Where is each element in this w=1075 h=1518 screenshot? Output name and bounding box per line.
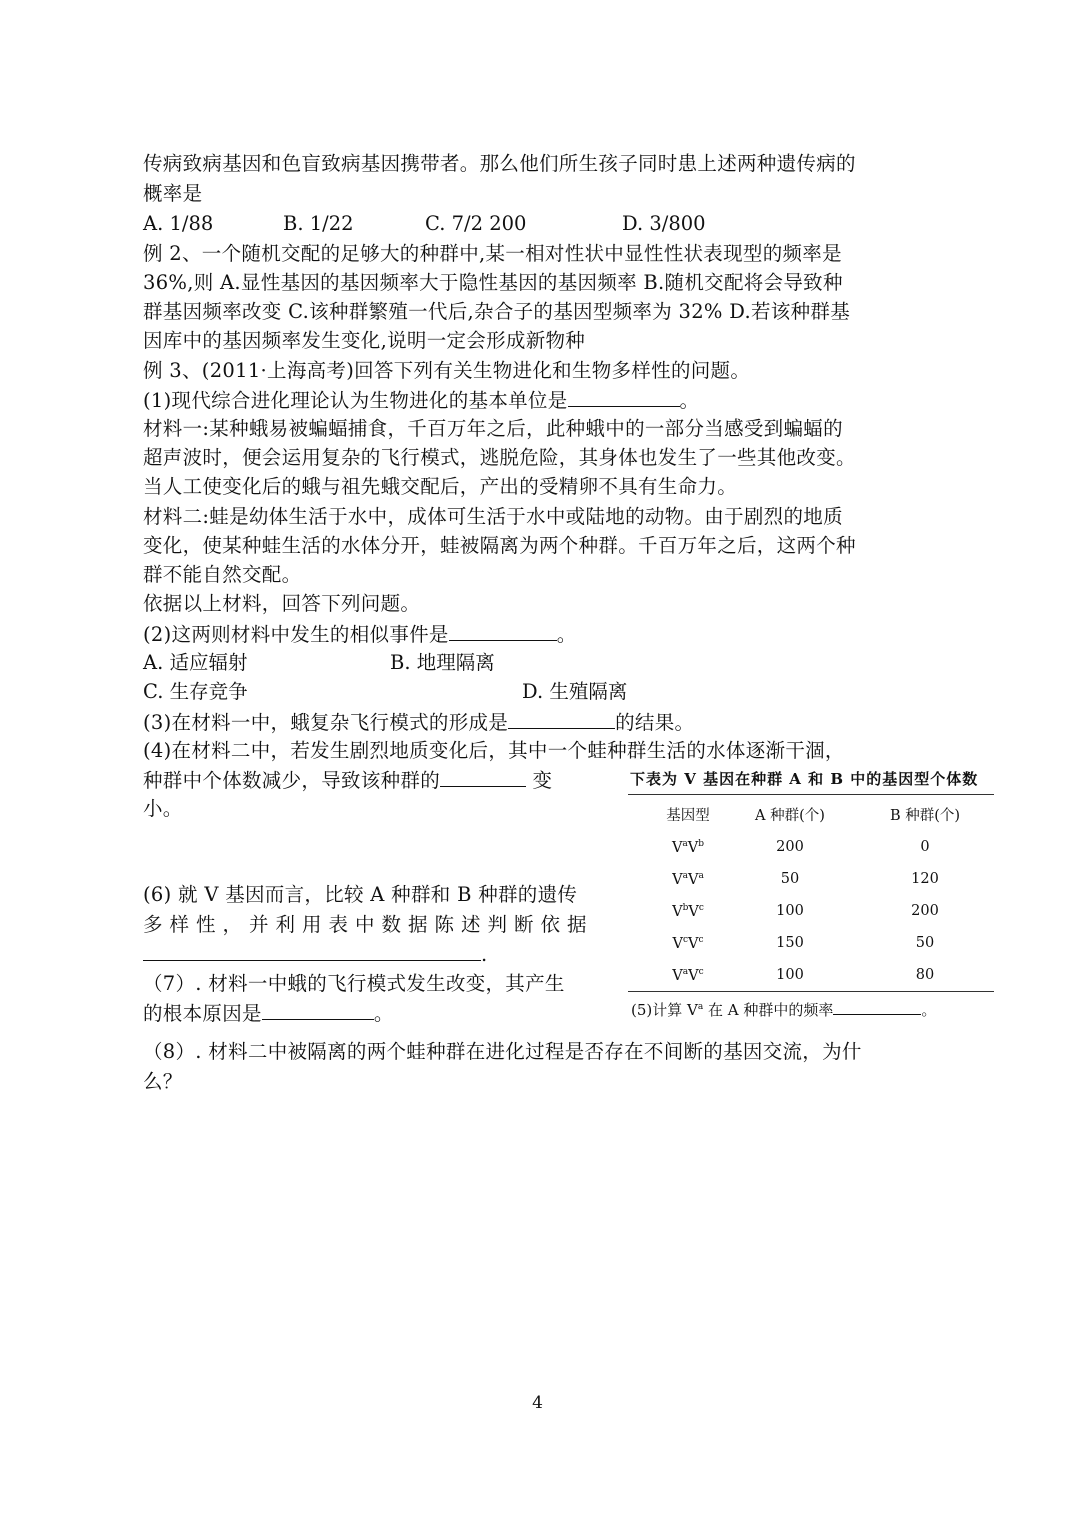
text-line: 概率是 bbox=[143, 182, 203, 205]
text-line: 例 2、一个随机交配的足够大的种群中,某一相对性状中显性性状表现型的频率是 bbox=[143, 242, 842, 265]
text-line: 小。 bbox=[143, 797, 183, 820]
table-top-rule bbox=[628, 794, 994, 795]
text-line: （7）. 材料一中蛾的飞行模式发生改变，其产生 bbox=[143, 972, 565, 995]
question-text: 。 bbox=[679, 389, 700, 412]
option-c: C. 7/2 200 bbox=[425, 212, 527, 235]
question-6-cont: 多样性，并利用表中数据陈述判断依据 bbox=[143, 913, 594, 936]
question-text: (3)在材料一中，蛾复杂飞行模式的形成是 bbox=[143, 711, 509, 734]
text-line: 36%,则 A.显性基因的基因频率大于隐性基因的基因频率 B.随机交配将会导致种 bbox=[143, 271, 843, 294]
table-cell: 0 bbox=[920, 839, 930, 855]
question-3 bbox=[143, 708, 694, 737]
option-a: A. 适应辐射 bbox=[143, 651, 248, 674]
answer-blank[interactable] bbox=[143, 940, 481, 961]
answer-blank[interactable] bbox=[833, 1000, 921, 1015]
question-6-blank-line bbox=[143, 940, 488, 969]
question-text: 种群中个体数减少，导致该种群的 bbox=[143, 769, 441, 792]
table-cell: 80 bbox=[915, 967, 935, 983]
table-cell: 150 bbox=[776, 935, 804, 951]
table-cell: 200 bbox=[911, 903, 939, 919]
question-text: (2)这两则材料中发生的相似事件是 bbox=[143, 623, 449, 646]
answer-blank[interactable] bbox=[262, 999, 374, 1020]
text-line: （8）. 材料二中被隔离的两个蛙种群在进化过程是否存在不间断的基因交流，为什 bbox=[143, 1040, 862, 1063]
option-a: A. 1/88 bbox=[143, 212, 214, 235]
table-cell: 120 bbox=[911, 871, 939, 887]
text-line: 超声波时，便会运用复杂的飞行模式，逃脱危险，其身体也发生了一些其他改变。 bbox=[143, 446, 856, 469]
table-cell: 100 bbox=[776, 967, 804, 983]
table-cell: 50 bbox=[915, 935, 935, 951]
text-line: 材料一:某种蛾易被蝙蝠捕食，千百万年之后，此种蛾中的一部分当感受到蝙蝠的 bbox=[143, 417, 843, 440]
text-line: 传病致病基因和色盲致病基因携带者。那么他们所生孩子同时患上述两种遗传病的 bbox=[143, 152, 856, 175]
table-header: 基因型 bbox=[666, 808, 710, 824]
text-line: 变化，使某种蛙生活的水体分开，蛙被隔离为两个种群。千百万年之后，这两个种 bbox=[143, 534, 856, 557]
table-caption: 下表为 V 基因在种群 A 和 B 中的基因型个体数 bbox=[630, 770, 979, 788]
text-line: 材料二:蛙是幼体生活于水中，成体可生活于水中或陆地的动物。由于剧烈的地质 bbox=[143, 505, 843, 528]
genotype-cell: $V^aV^c$ bbox=[672, 967, 704, 984]
option-b: B. 1/22 bbox=[283, 212, 354, 235]
text-line: 当人工使变化后的蛾与祖先蛾交配后，产出的受精卵不具有生命力。 bbox=[143, 475, 738, 498]
genotype-cell: $V^bV^c$ bbox=[672, 903, 704, 920]
text-line: 群基因频率改变 C.该种群繁殖一代后,杂合子的基因型频率为 32% D.若该种群基 bbox=[143, 300, 850, 323]
text-line: 依据以上材料，回答下列问题。 bbox=[143, 592, 421, 615]
table-header: A 种群(个) bbox=[755, 808, 825, 824]
genotype-cell: $V^cV^c$ bbox=[672, 935, 704, 952]
answer-blank[interactable] bbox=[568, 386, 680, 407]
question-5: (5)计算 $V^a$ 在 A 种群中的频率 。 bbox=[631, 1001, 937, 1019]
question-text: 。 bbox=[556, 623, 577, 646]
table-cell: 50 bbox=[780, 871, 800, 887]
text-line: 因库中的基因频率发生变化,说明一定会形成新物种 bbox=[143, 329, 586, 352]
genotype-cell: $V^aV^a$ bbox=[672, 871, 704, 888]
question-text: . bbox=[481, 943, 488, 966]
text-line: (4)在材料二中，若发生剧烈地质变化后，其中一个蛙种群生活的水体逐渐干涸， bbox=[143, 739, 845, 762]
answer-blank[interactable] bbox=[449, 620, 557, 641]
page-number: 4 bbox=[532, 1393, 543, 1413]
answer-blank[interactable] bbox=[508, 708, 615, 729]
table-cell: 200 bbox=[776, 839, 804, 855]
question-2 bbox=[143, 620, 577, 649]
table-bottom-rule bbox=[628, 991, 994, 992]
text-line: 么？ bbox=[143, 1070, 183, 1093]
option-c: C. 生存竞争 bbox=[143, 680, 248, 703]
option-d: D. 生殖隔离 bbox=[522, 680, 628, 703]
option-b: B. 地理隔离 bbox=[390, 651, 495, 674]
question-7 bbox=[143, 999, 394, 1028]
table-cell: 100 bbox=[776, 903, 804, 919]
text-line: 群不能自然交配。 bbox=[143, 563, 302, 586]
question-text: 变 bbox=[526, 769, 553, 792]
table-header: B 种群(个) bbox=[889, 808, 961, 824]
question-text: (1)现代综合进化理论认为生物进化的基本单位是 bbox=[143, 389, 568, 412]
question-1 bbox=[143, 386, 699, 415]
answer-blank[interactable] bbox=[440, 766, 526, 787]
genotype-cell: $V^aV^b$ bbox=[671, 839, 705, 856]
question-6: (6) 就 V 基因而言，比较 A 种群和 B 种群的遗传 bbox=[143, 883, 578, 906]
question-text: 的根本原因是 bbox=[143, 1002, 262, 1025]
question-4 bbox=[143, 766, 552, 795]
option-d: D. 3/800 bbox=[622, 212, 706, 235]
question-text: 。 bbox=[373, 1002, 394, 1025]
question-text: 的结果。 bbox=[615, 711, 695, 734]
text-line: 例 3、(2011·上海高考)回答下列有关生物进化和生物多样性的问题。 bbox=[143, 359, 751, 382]
